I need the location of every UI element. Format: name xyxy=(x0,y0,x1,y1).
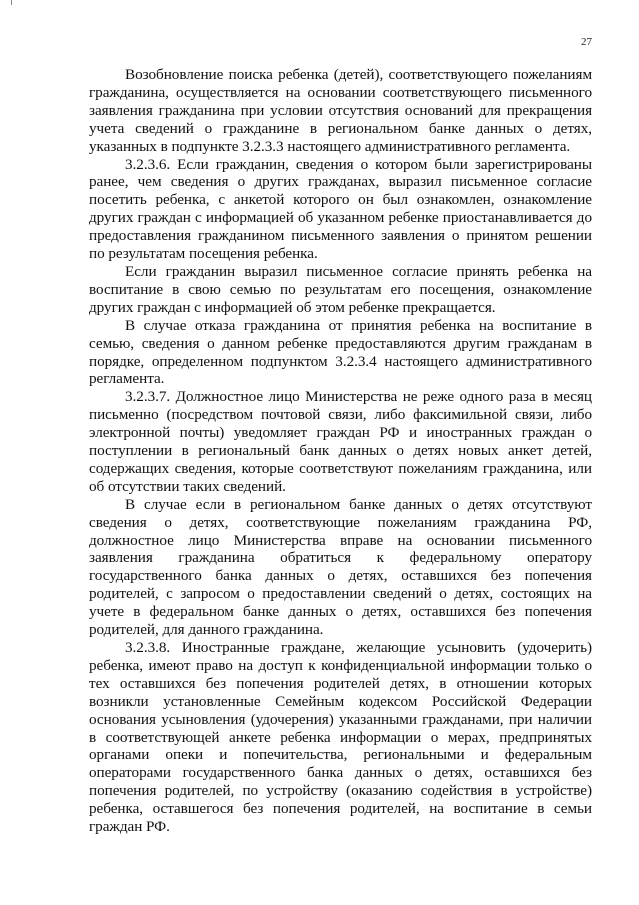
paragraph-3-2-3-8: 3.2.3.8. Иностранные граждане, желающие усыновить (удочерить) ребенка, имеют право на доступ к конфиденциальной информации только о тех оставшихся без попечения родителей детях, в отношении которых возникли установленные Семейным кодексом Российской Федерации основания усыновления (удочерения) указанными гражданами, при наличии в соответствующей анкете ребенка информации о мерах, предпринятых органами опеки и попечительства, региональными и федеральным операторами государственного банка данных о детях, оставшихся без попечения родителей, по устройству (оказанию содействия в устройстве) ребенка, оставшегося без попечения родителей, на воспитание в семьи граждан РФ. xyxy=(89,639,592,836)
paragraph-3-2-3-7: 3.2.3.7. Должностное лицо Министерства не реже одного раза в месяц письменно (посредством почтовой связи, либо факсимильной связи, либо электронной почты) уведомляет граждан РФ и иностранных граждан о поступлении в региональный банк данных о детях новых анкет детей, содержащих сведения, которые соответствуют пожеланиям гражданина, или об отсутствии таких сведений. xyxy=(89,388,592,495)
paragraph-consent-accept: Если гражданин выразил письменное согласие принять ребенка на воспитание в свою семью по результатам его посещения, ознакомление других граждан с информацией об этом ребенке прекращается. xyxy=(89,262,592,316)
paragraph-refusal: В случае отказа гражданина от принятия ребенка на воспитание в семью, сведения о данном ребенке предоставляются другим гражданам в порядке, определенном подпунктом 3.2.3.4 настоящего административного регламента. xyxy=(89,316,592,388)
paragraph-3-2-3-6: 3.2.3.6. Если гражданин, сведения о котором были зарегистрированы ранее, чем сведения о других гражданах, выразил письменное согласие посетить ребенка, с анкетой которого он был ознакомлен, ознакомление других граждан с информацией об указанном ребенке приостанавливается до предоставления гражданином письменного заявления о принятом решении по результатам посещения ребенка. xyxy=(89,155,592,263)
page-number: 27 xyxy=(581,36,592,48)
document-body xyxy=(89,66,592,836)
paragraph-no-data-case: В случае если в региональном банке данных о детях отсутствуют сведения о детях, соответствующие пожеланиям гражданина РФ, должностное лицо Министерства вправе на основании письменного заявления гражданина обратиться к федеральному оператору государственного банка данных о детях, оставшихся без попечения родителей, с запросом о предоставлении сведений о детях, состоящих на учете в федеральном банке данных о детях, оставшихся без попечения родителей, для данного гражданина. xyxy=(89,495,592,639)
paragraph-resume-search: Возобновление поиска ребенка (детей), соответствующего пожеланиям гражданина, осуществляется на основании соответствующего письменного заявления гражданина при условии отсутствия оснований для прекращения учета сведений о гражданине в региональном банке данных о детях, указанных в подпункте 3.2.3.3 настоящего административного регламента. xyxy=(89,66,592,155)
scan-edge-mark xyxy=(11,0,12,5)
